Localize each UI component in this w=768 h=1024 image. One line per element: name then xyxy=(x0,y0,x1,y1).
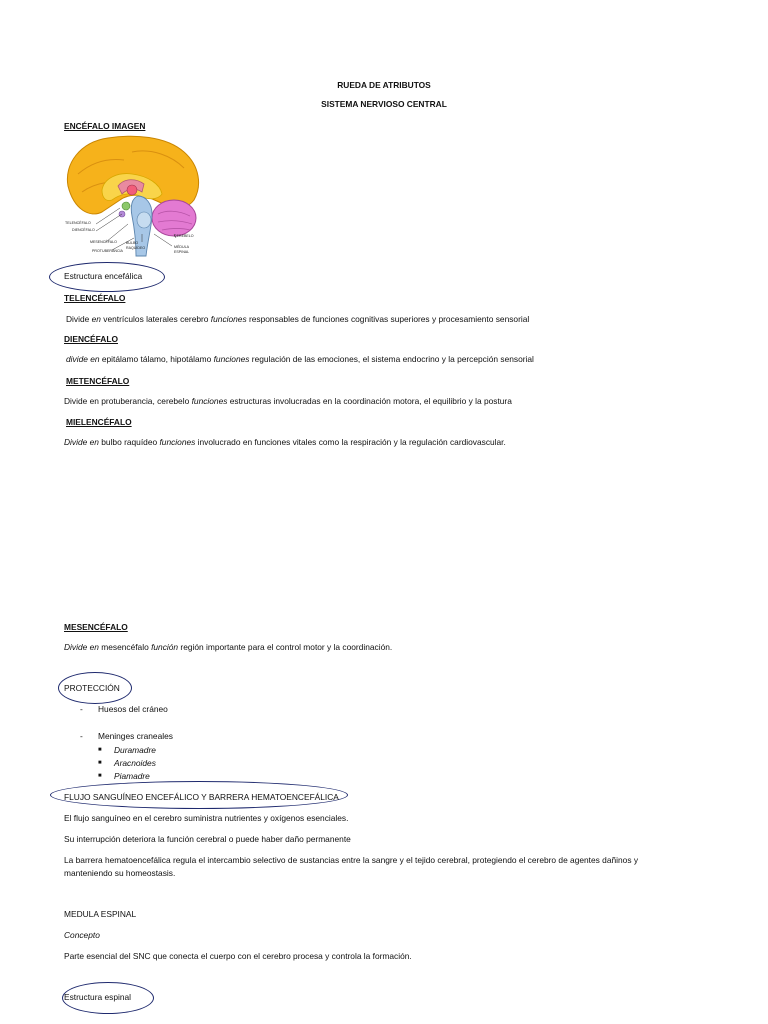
square-bullet-icon: ■ xyxy=(98,747,102,753)
telencefalo-paragraph xyxy=(66,314,529,325)
medula-paragraph: Parte esencial del SNC que conecta el cuerpo con el cerebro procesa y controla la formación. xyxy=(64,951,412,961)
list-item-meninges: Meninges craneales xyxy=(98,731,173,741)
brain-label-mesencefalo: MESENCÉFALO xyxy=(90,240,117,244)
text-run-italic: funciones xyxy=(213,354,250,364)
sublist-item: Duramadre xyxy=(114,745,156,755)
list-bullet-dash: - xyxy=(80,731,83,741)
text-run: regulación de las emociones, el sistema endocrino y la percepción sensorial xyxy=(249,354,534,364)
mesencefalo-paragraph xyxy=(64,642,392,653)
list-bullet-dash: - xyxy=(80,704,83,714)
medula-concepto: Concepto xyxy=(64,930,100,940)
mesencefalo-heading: MESENCÉFALO xyxy=(64,622,128,632)
mielencefalo-paragraph xyxy=(64,437,506,448)
sublist-item: Piamadre xyxy=(114,771,150,781)
brain-label-cerebelo: CEREBELO xyxy=(174,234,194,238)
text-run-italic: divide en xyxy=(66,354,100,364)
brain-label-protuberancia: PROTUBERANCIA xyxy=(92,249,123,253)
text-run: involucrado en funciones vitales como la respiración y la regulación cardiovascular. xyxy=(195,437,506,447)
text-run: Divide xyxy=(66,314,92,324)
telencefalo-heading: TELENCÉFALO xyxy=(64,293,126,303)
estructura-encefalica-label: Estructura encefálica xyxy=(64,271,143,281)
diencefalo-heading: DIENCÉFALO xyxy=(64,334,118,344)
flujo-paragraph-3b: manteniendo su homeostasis. xyxy=(64,868,176,878)
text-run: mesencéfalo xyxy=(98,642,152,652)
text-run: estructuras involucradas en la coordinación motora, el equilibrio y la postura xyxy=(227,396,512,406)
document-title: RUEDA DE ATRIBUTOS xyxy=(337,80,431,90)
text-run-italic: función xyxy=(151,642,179,652)
text-run-italic: Divide en xyxy=(64,642,99,652)
medula-heading: MEDULA ESPINAL xyxy=(64,909,137,919)
text-run-italic: funciones xyxy=(159,437,196,447)
flujo-paragraph-2: Su interrupción deteriora la función cerebral o puede haber daño permanente xyxy=(64,834,351,844)
square-bullet-icon: ■ xyxy=(98,760,102,766)
metencefalo-heading: METENCÉFALO xyxy=(66,376,130,386)
brain-label-raquideo: RAQUÍDEO xyxy=(126,246,146,250)
list-item-huesos: Huesos del cráneo xyxy=(98,704,168,714)
brain-label-espinal: ESPINAL xyxy=(174,250,190,254)
text-run: bulbo raquídeo xyxy=(98,437,160,447)
document-subtitle: SISTEMA NERVIOSO CENTRAL xyxy=(321,99,447,109)
text-run: Divide en protuberancia, cerebelo xyxy=(64,396,192,406)
text-run-italic: Divide en xyxy=(64,437,99,447)
text-run: ventrículos laterales cerebro xyxy=(100,314,211,324)
square-bullet-icon: ■ xyxy=(98,773,102,779)
flujo-paragraph-1: El flujo sanguíneo en el cerebro suministra nutrientes y oxígenos esenciales. xyxy=(64,813,349,823)
brain-label-diencefalo: DIENCÉFALO xyxy=(72,228,95,232)
brain-label-medula: MÉDULA xyxy=(174,245,189,249)
metencefalo-paragraph xyxy=(64,396,512,407)
mielencefalo-heading: MIELENCÉFALO xyxy=(66,417,132,427)
brain-label-telencefalo: TELENCÉFALO xyxy=(65,221,91,225)
flujo-heading: FLUJO SANGUÍNEO ENCEFÁLICO Y BARRERA HEMATOENCEFÁLICA xyxy=(64,792,339,802)
text-run: responsables de funciones cognitivas superiores y procesamiento sensorial xyxy=(246,314,530,324)
text-run-italic: funciones xyxy=(210,314,247,324)
estructura-espinal-label: Estructura espinal xyxy=(64,992,132,1002)
cerebelo-shape xyxy=(152,200,196,236)
brain-diagram xyxy=(62,134,204,262)
sublist-item: Aracnoides xyxy=(114,758,156,768)
flujo-paragraph-3a: La barrera hematoencefálica regula el intercambio selectivo de sustancias entre la sangre y el tejido cerebral, protegiendo el cerebro de agentes dañinos y xyxy=(64,855,639,865)
encefalo-image-heading: ENCÉFALO IMAGEN xyxy=(64,121,146,131)
proteccion-heading: PROTECCIÓN xyxy=(64,683,120,693)
text-run: epitálamo tálamo, hipotálamo xyxy=(99,354,214,364)
text-run-italic: en xyxy=(91,314,101,324)
diencefalo-paragraph xyxy=(66,354,534,365)
text-run-italic: funciones xyxy=(191,396,228,406)
text-run: región importante para el control motor y la coordinación. xyxy=(178,642,393,652)
brain-label-bulbo: BULBO xyxy=(126,241,139,245)
